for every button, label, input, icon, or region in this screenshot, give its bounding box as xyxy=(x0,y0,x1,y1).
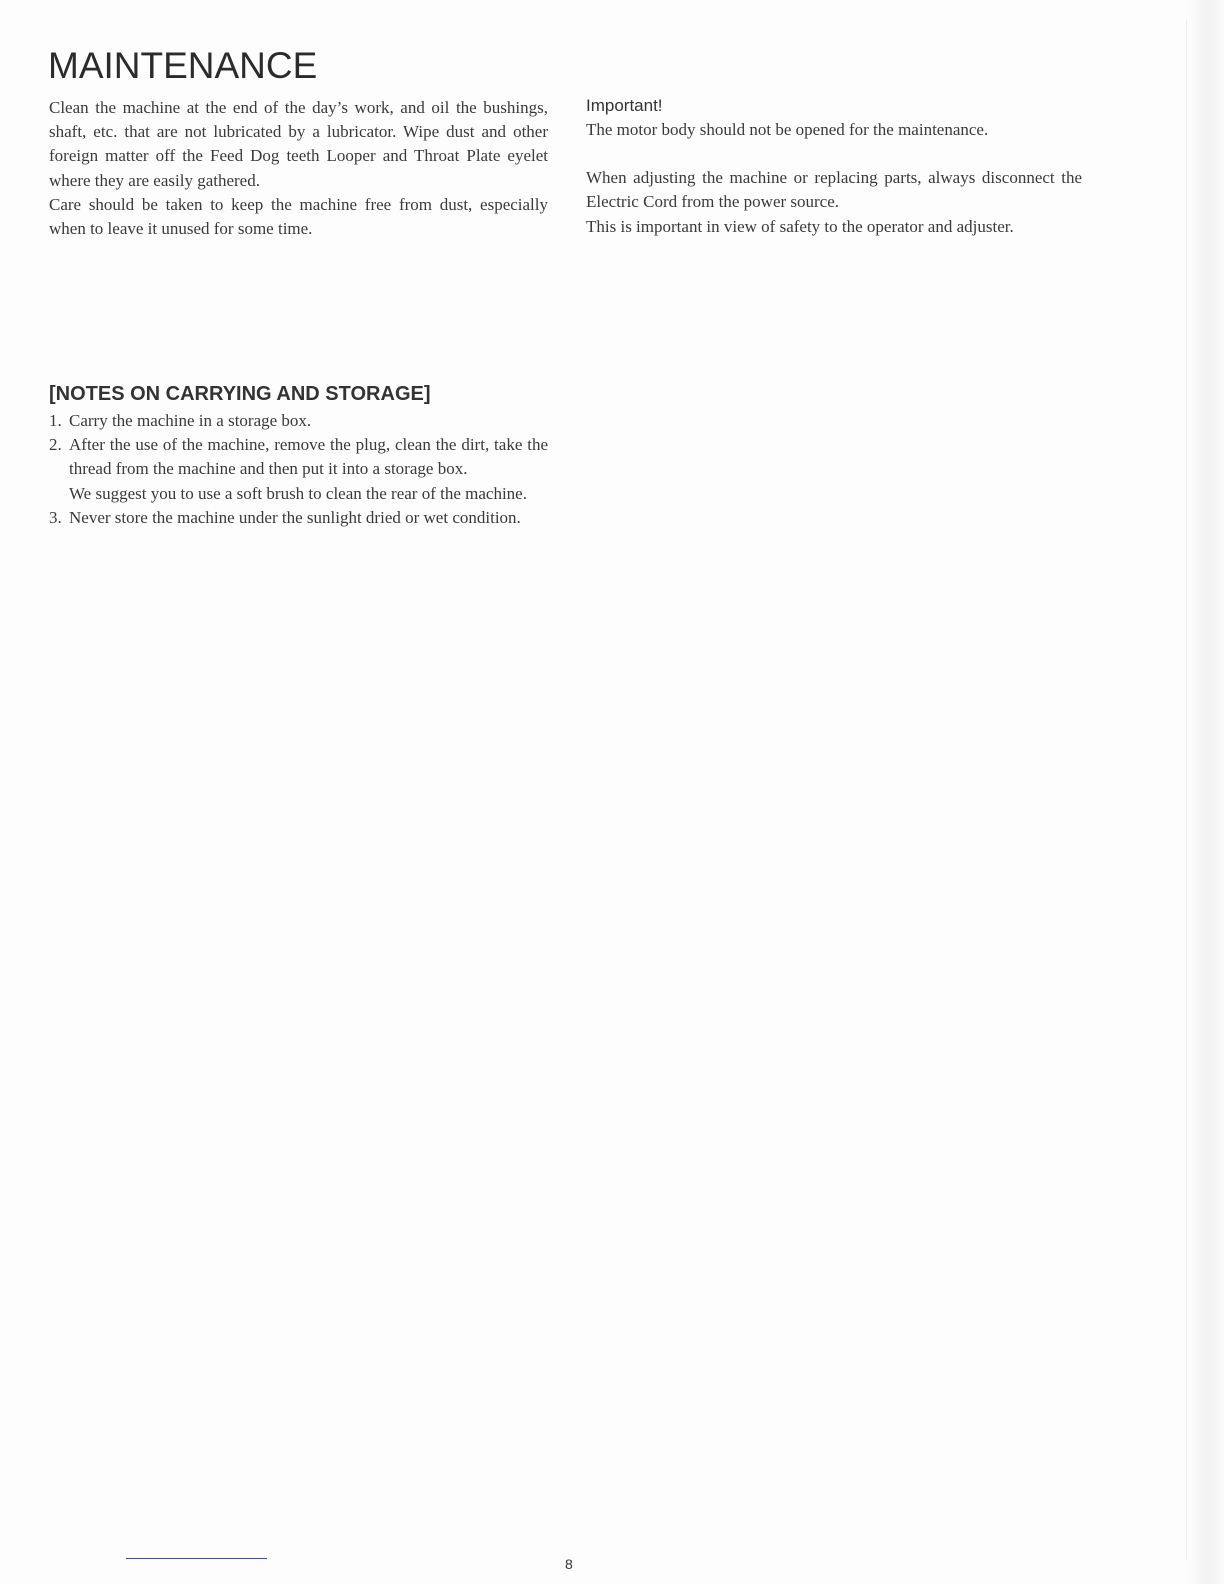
important-paragraph-2: When adjusting the machine or replacing parts, always disconnect the Electric Cord from the power source. xyxy=(586,168,1082,212)
footer-rule xyxy=(126,1558,267,1559)
important-heading: Important! xyxy=(586,96,663,115)
page-edge-shadow xyxy=(1186,20,1187,1560)
important-line-1: The motor body should not be opened for the maintenance. xyxy=(586,120,989,139)
list-item xyxy=(49,506,548,530)
item-number: 1. xyxy=(49,411,62,430)
item-extra-text: We suggest you to use a soft brush to clean the rear of the machine. xyxy=(69,483,527,503)
list-item xyxy=(49,409,548,433)
notes-section xyxy=(49,381,548,530)
item-text: Never store the machine under the sunlight dried or wet condition. xyxy=(69,507,521,527)
notes-heading: [NOTES ON CARRYING AND STORAGE] xyxy=(49,383,431,405)
item-text: Carry the machine in a storage box. xyxy=(69,411,312,430)
page-title: MAINTENANCE xyxy=(48,44,318,86)
important-section xyxy=(586,94,1082,239)
item-number: 3. xyxy=(49,507,62,527)
important-paragraph-3: This is important in view of safety to the operator and adjuster. xyxy=(586,216,1014,236)
maintenance-paragraph-1: Clean the machine at the end of the day’s work, and oil the bushings, shaft, etc. that are not lubricated by a lubricator. Wipe dust and other foreign matter off the Feed Dog teeth Looper and Throat Plate eyelet where they are easily gathered. xyxy=(49,98,548,190)
maintenance-text xyxy=(49,96,548,241)
list-item xyxy=(49,433,548,506)
page-number: 8 xyxy=(565,1556,573,1572)
maintenance-paragraph-2: Care should be taken to keep the machine free from dust, especially when to leave it unused for some time. xyxy=(49,194,548,239)
item-text: After the use of the machine, remove the plug, clean the dirt, take the thread from the machine and then put it into a storage box. xyxy=(69,435,548,479)
page-edge xyxy=(1188,0,1224,1584)
item-number: 2. xyxy=(49,435,62,455)
notes-list xyxy=(49,409,548,530)
